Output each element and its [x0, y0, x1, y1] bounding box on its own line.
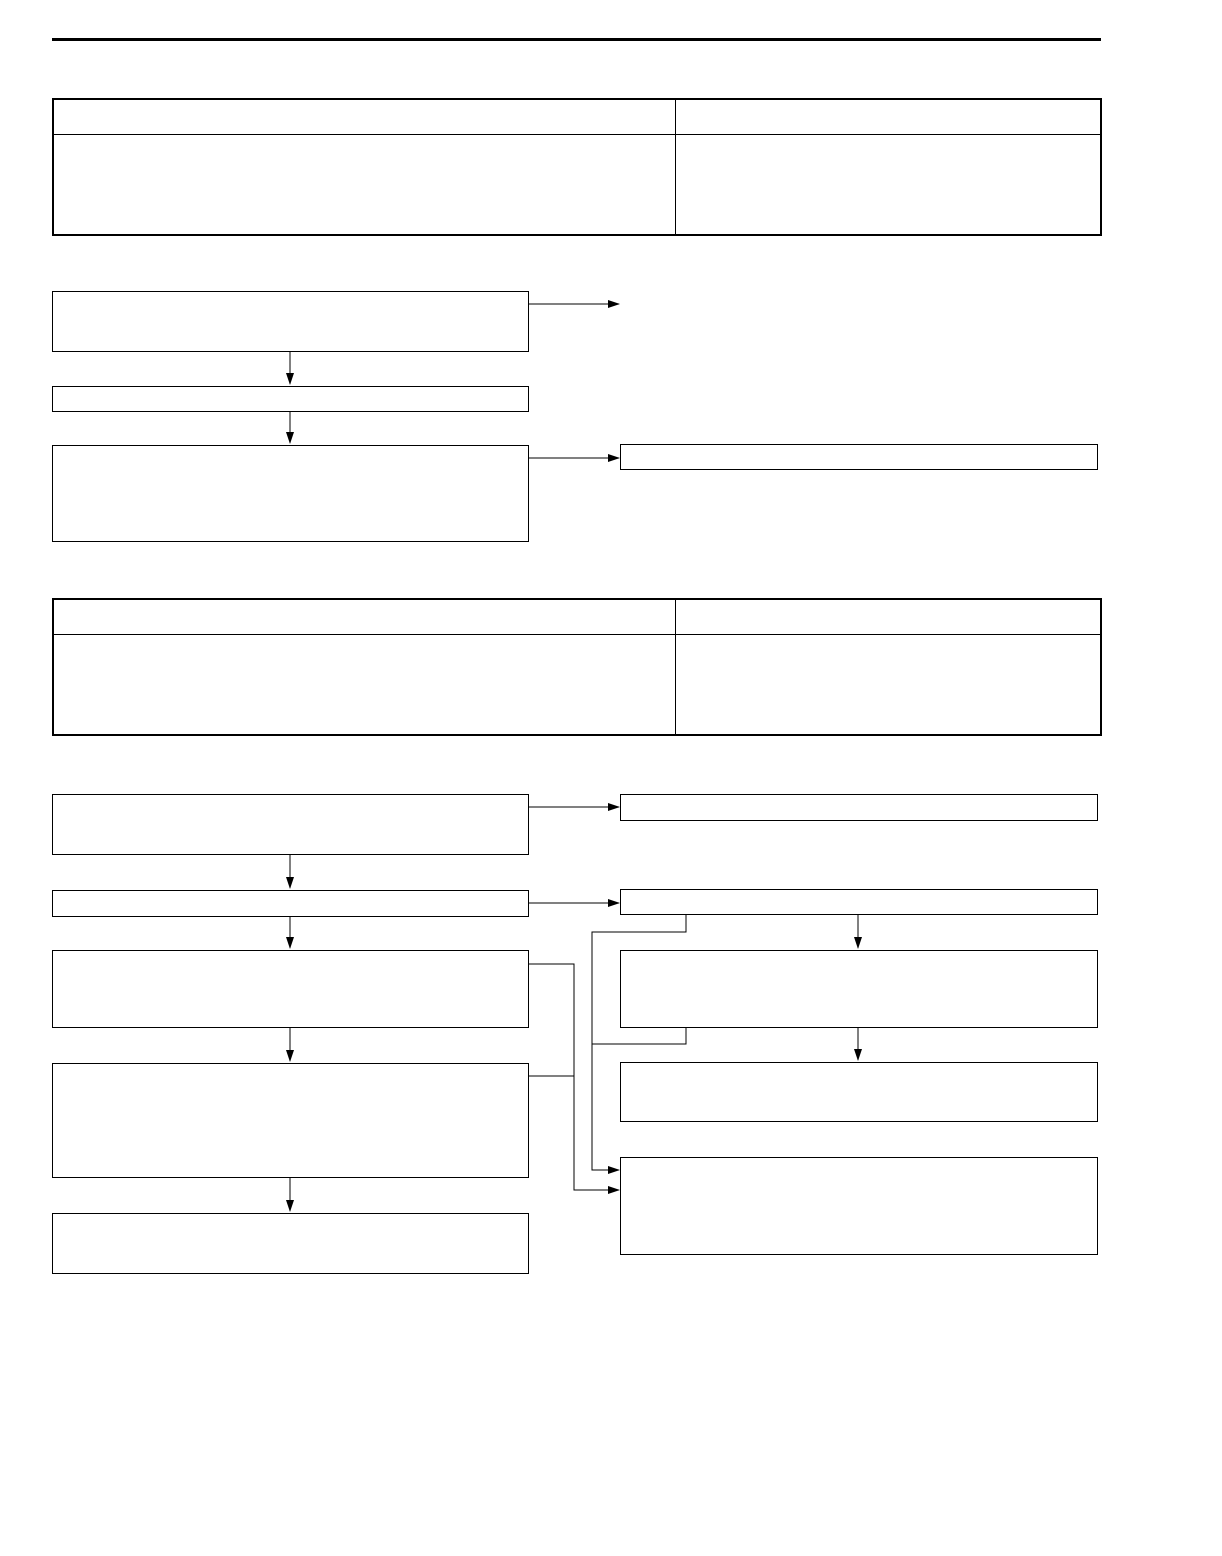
flow2-merge-to-result5: [529, 1076, 619, 1190]
flow2-branch-step3: [529, 964, 574, 1076]
flow2-branch-r2: [592, 915, 686, 1044]
flow2-branch-r3-to-r5: [592, 1028, 686, 1170]
